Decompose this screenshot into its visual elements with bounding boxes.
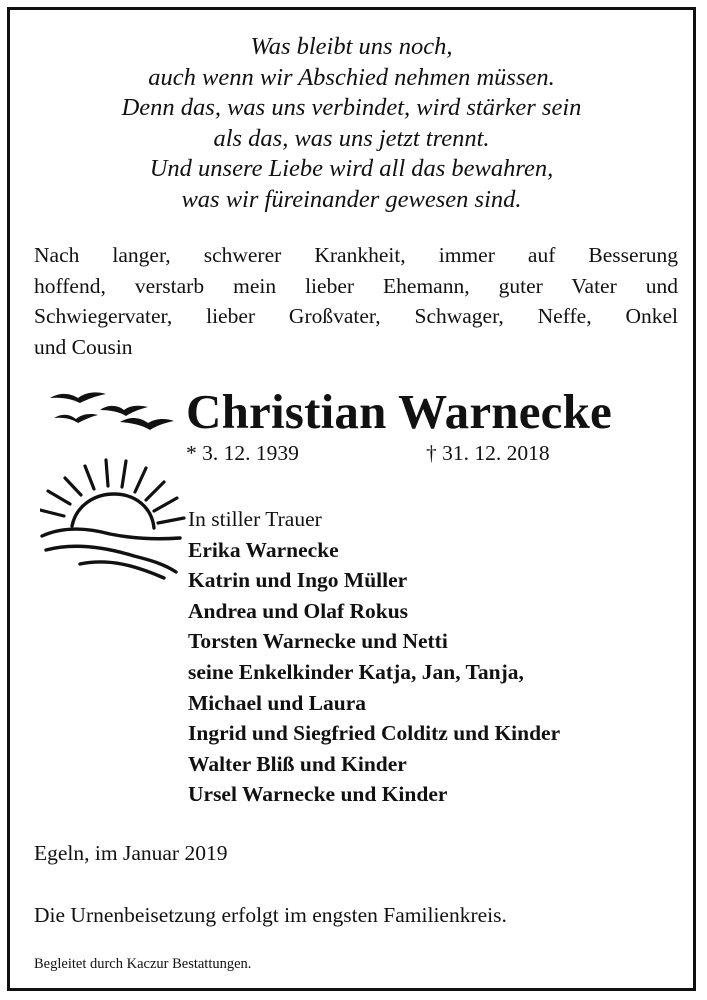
mourner-name: Torsten Warnecke und Netti <box>188 629 448 654</box>
mourner-name: Katrin und Ingo Müller <box>188 568 408 593</box>
mourner-name: Michael und Laura <box>188 690 366 715</box>
intro-line: Schwiegervater, lieber Großvater, Schwager, Neffe, Onkel <box>34 304 678 328</box>
intro-line: hoffend, verstarb mein lieber Ehemann, guter Vater und <box>34 273 678 298</box>
deceased-name: Christian Warnecke <box>186 384 613 439</box>
poem-line: was wir füreinander gewesen sind. <box>181 185 522 213</box>
poem-line: Denn das, was uns verbindet, wird stärker sein <box>121 94 582 121</box>
poem-line: Und unsere Liebe wird all das bewahren, <box>149 155 554 182</box>
mourner-name: Walter Bliß und Kinder <box>188 751 407 776</box>
place-and-date: Egeln, im Januar 2019 <box>34 841 228 865</box>
birth-date: * 3. 12. 1939 <box>186 441 299 465</box>
mourner-name: Andrea und Olaf Rokus <box>188 598 409 623</box>
mourner-name: Erika Warnecke <box>188 537 339 562</box>
death-date: † 31. 12. 2018 <box>426 441 550 465</box>
birds-sunset-icon <box>40 388 190 588</box>
poem-line: Was bleibt uns noch, <box>250 33 453 60</box>
mourner-name: Ingrid und Siegfried Colditz und Kinder <box>188 721 561 746</box>
intro-line: und Cousin <box>34 334 133 359</box>
mourner-name: Ursel Warnecke und Kinder <box>188 782 448 807</box>
mourner-name: seine Enkelkinder Katja, Jan, Tanja, <box>188 659 524 684</box>
mourners-list <box>188 504 560 810</box>
undertaker-note: Begleitet durch Kaczur Bestattungen. <box>34 956 252 972</box>
intro-line: Nach langer, schwerer Krankheit, immer auf Besserung <box>34 243 678 267</box>
intro-text <box>34 240 678 362</box>
burial-note: Die Urnenbeisetzung erfolgt im engsten Familienkreis. <box>34 903 507 927</box>
poem-line: auch wenn wir Abschied nehmen müssen. <box>148 63 555 91</box>
mourners-heading: In stiller Trauer <box>188 507 322 531</box>
obituary-notice <box>7 7 696 991</box>
memorial-poem <box>10 32 693 215</box>
poem-line: als das, was uns jetzt trennt. <box>213 124 490 152</box>
